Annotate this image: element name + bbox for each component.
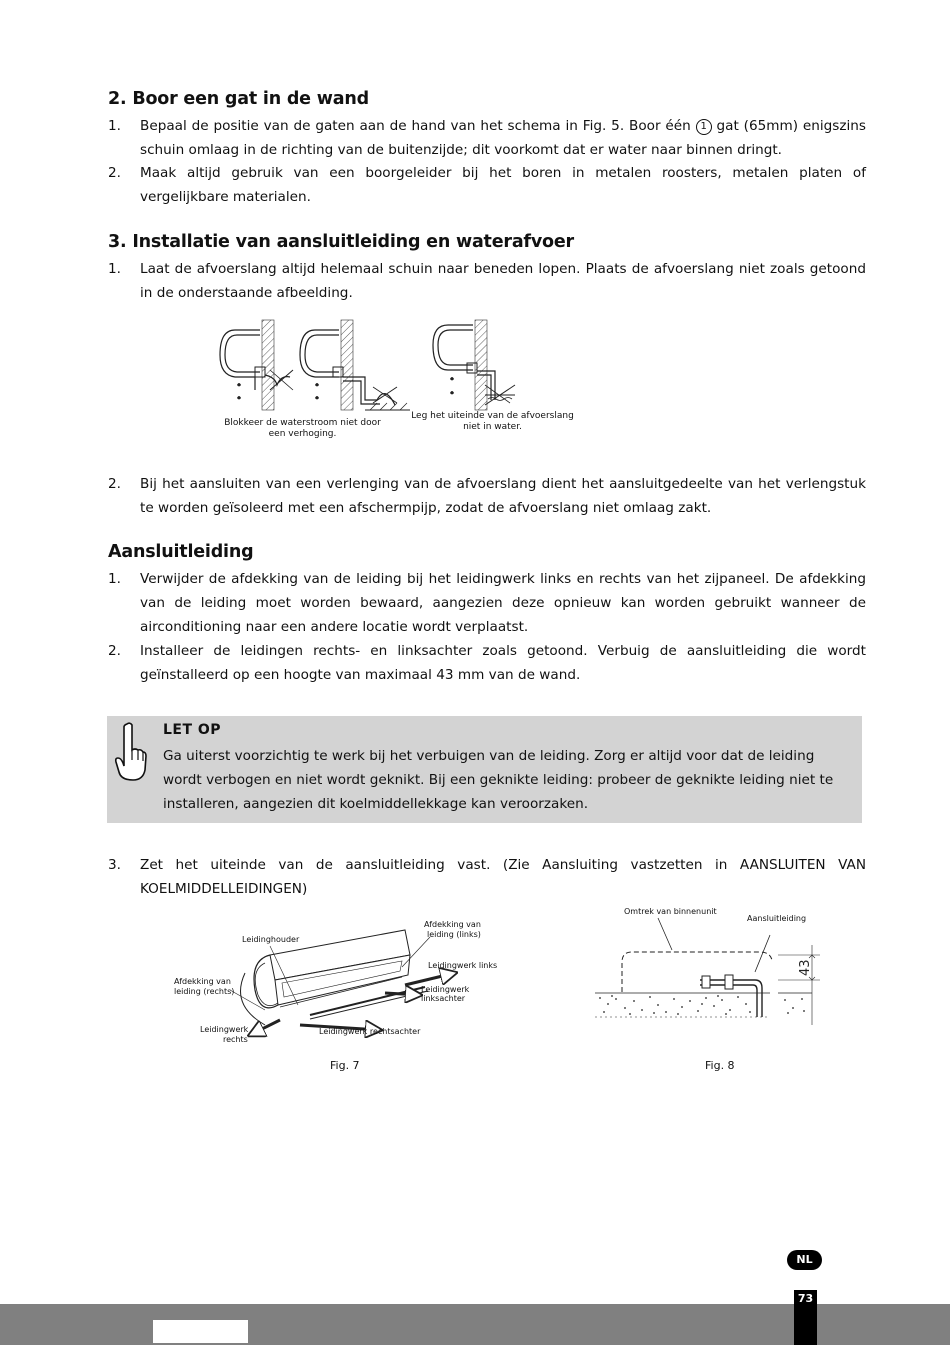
label-leidingwerk-links: Leidingwerk links [428,961,498,970]
label-afdekking-links-1: Afdekking van [424,920,481,929]
fig7-diagram [170,915,510,1050]
drain-caption-right: Leg het uiteinde van de afvoerslang niet in water. [411,411,574,432]
fig7-caption: Fig. 7 [330,1059,360,1072]
item-text: Bij het aansluiten van een verlenging van de afvoerslang dient het aansluitgedeelte van het verlengstuk te worden geïsoleerd met een afschermpijp, zodat de afvoerslang niet omlaag zakt. [140,476,866,516]
language-badge: NL [787,1250,822,1270]
list-item [108,114,866,162]
footer-white-box [153,1320,248,1343]
label-omtrek: Omtrek van binnenunit [624,907,717,916]
item-number: 1. [108,261,121,277]
list-item [108,853,866,901]
label-linksachter-2: linksachter [421,994,466,1003]
list-item [108,639,866,687]
item-number: 1. [108,571,121,587]
item-number: 3. [108,857,121,873]
section-2-heading: 2. Boor een gat in de wand [108,89,369,109]
list-item [108,567,866,639]
dimension-label: 43 [798,959,813,976]
aansluit-heading: Aansluitleiding [108,542,254,562]
label-afdekking-rechts-1: Afdekking van [174,977,231,986]
item-number: 2. [108,476,121,492]
circled-number: 1 [696,119,712,135]
caution-note [107,716,862,823]
list-item [108,472,866,520]
drain-caption-left: Blokkeer de waterstroom niet door een verhoging. [224,418,381,439]
item-text: Installeer de leidingen rechts- en linksachter zoals getoond. Verbuig de aansluitleiding die wordt geïnstalleerd op een hoogte van maximaal 43 mm van de wand. [140,643,866,683]
label-rechts-1: Leidingwerk [200,1025,249,1034]
item-number: 1. [108,118,121,134]
fig8-diagram [590,900,830,1030]
pointing-hand-icon [113,722,147,782]
page-number: 73 [797,1292,814,1305]
item-number: 2. [108,643,121,659]
section-3-heading: 3. Installatie van aansluitleiding en waterafvoer [108,232,574,252]
item-text: Zet het uiteinde van de aansluitleiding vast. (Zie Aansluiting vastzetten in AANSLUITEN VAN KOELMIDDELLEIDINGEN) [140,857,866,897]
label-aansluitleiding: Aansluitleiding [747,914,807,923]
note-body: Ga uiterst voorzichtig te werk bij het verbuigen van de leiding. Zorg er altijd voor dat de leiding wordt verbogen en niet wordt geknikt. Bij een geknikte leiding: probeer de geknikte leiding niet te installeren, aangezien dit koelmiddellekkage kan veroorzaken. [163,748,834,812]
item-number: 2. [108,165,121,181]
list-item [108,257,866,305]
label-leidinghouder: Leidinghouder [242,935,300,944]
item-text: Laat de afvoerslang altijd helemaal schuin naar beneden lopen. Plaats de afvoerslang niet zoals getoond in de onderstaande afbeelding. [140,261,866,301]
drain-hose-figure [205,315,605,415]
label-rechts-2: rechts [223,1035,248,1044]
list-item [108,161,866,209]
label-linksachter-1: Leidingwerk [421,985,470,994]
fig8-caption: Fig. 8 [705,1059,735,1072]
item-text: gat (65mm) enigszins schuin omlaag in de richting van de buitenzijde; dit voorkomt dat er water naar binnen dringt. [140,118,866,158]
item-text: Bepaal de positie van de gaten aan de hand van het schema in Fig. 5. Boor één [140,118,691,134]
label-afdekking-rechts-2: leiding (rechts) [174,987,235,996]
note-title: LET OP [163,722,222,738]
item-text: Verwijder de afdekking van de leiding bij het leidingwerk links en rechts van het zijpaneel. De afdekking van de leiding moet worden bewaard, aangezien deze opnieuw kan worden gebruikt wanneer de airconditioning naar een andere locatie wordt verplaatst. [140,571,866,635]
label-afdekking-links-2: leiding (links) [427,930,481,939]
item-text: Maak altijd gebruik van een boorgeleider bij het boren in metalen roosters, metalen platen of vergelijkbare materialen. [140,165,866,205]
label-rechtsachter: Leidingwerk rechtsachter [319,1027,421,1036]
